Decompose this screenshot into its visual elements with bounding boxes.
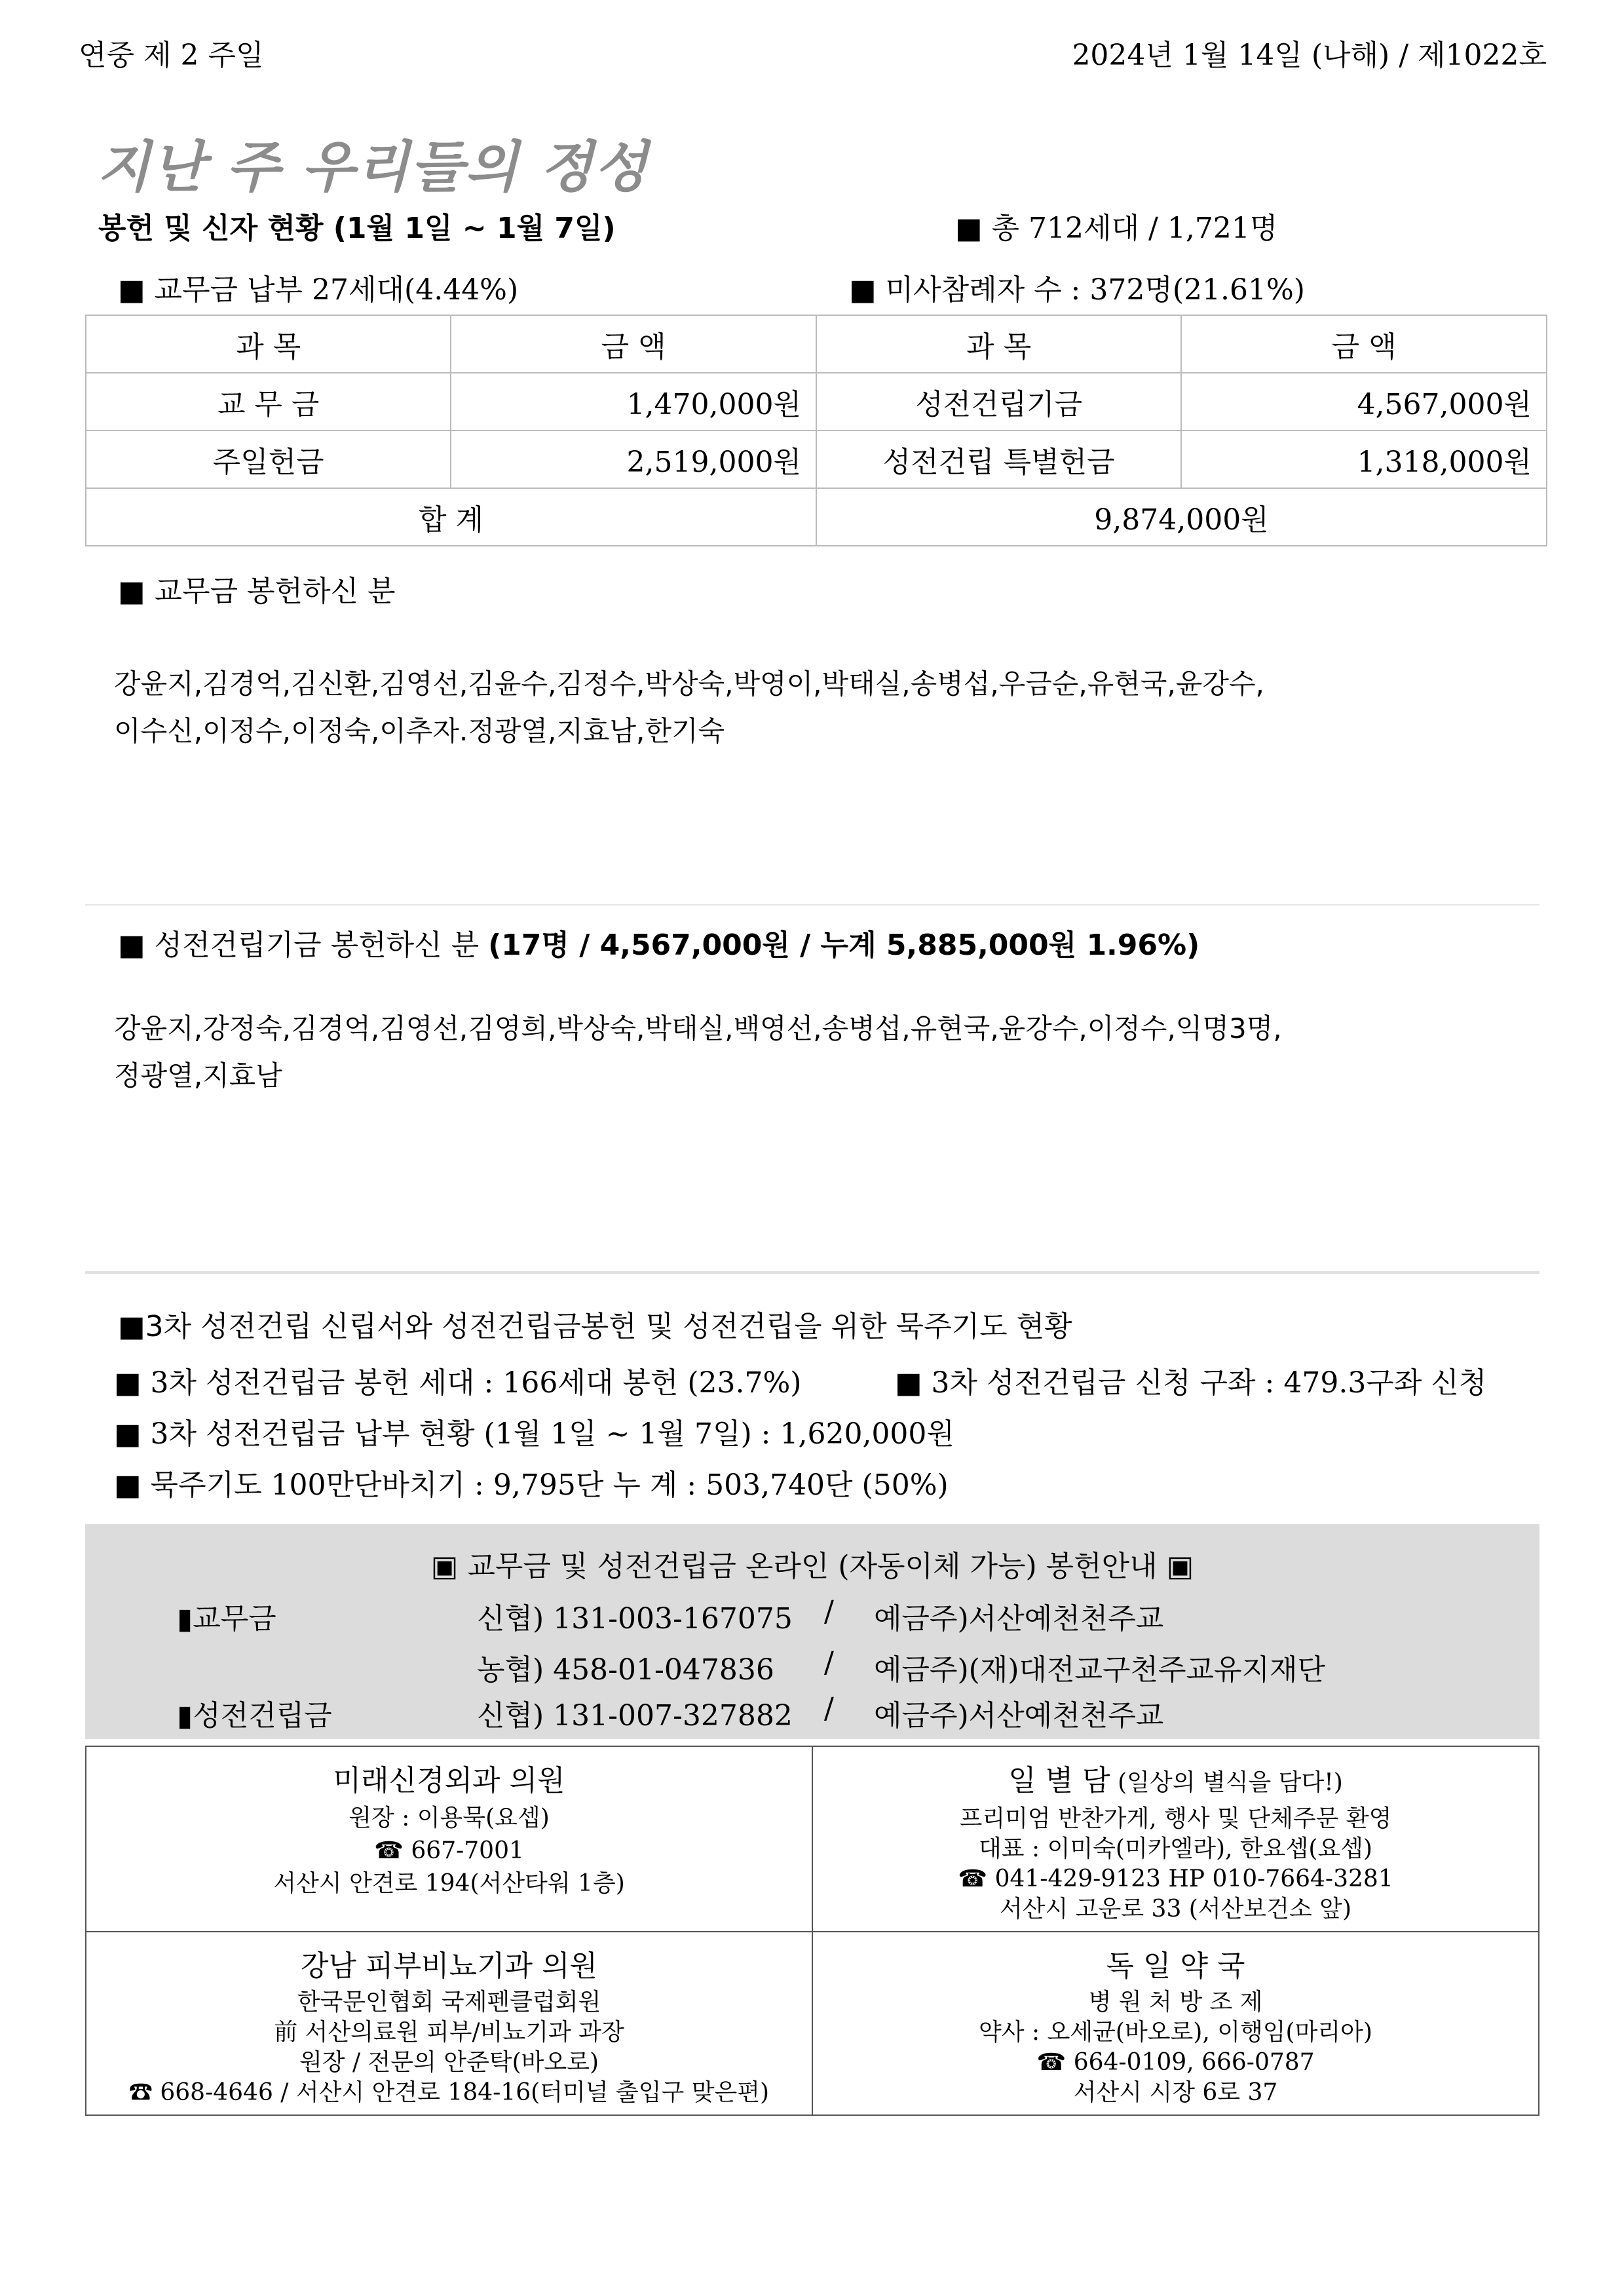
bank-separator: / bbox=[824, 1692, 834, 1725]
ad-line: 프리미엄 반찬가게, 행사 및 단체주문 환영 bbox=[959, 1805, 1392, 1832]
ad-line: 원장 : 이용묵(요셉) bbox=[349, 1805, 550, 1831]
page-title: 지난 주 우리들의 정성 bbox=[97, 135, 649, 199]
offering-heading: 봉헌 및 신자 현황 (1월 1일 ~ 1월 7일) bbox=[98, 212, 616, 245]
subject-cell: 성전건립기금 bbox=[816, 373, 1181, 430]
donor-line: 강윤지,강정숙,김경억,김영선,김영희,박상숙,박태실,백영선,송병섭,유현국,윤강수,이정수,익명3명, bbox=[114, 1012, 1282, 1044]
bank-info-box bbox=[85, 1524, 1539, 1739]
campaign-shares: ■ 3차 성전건립금 신청 구좌 : 479.3구좌 신청 bbox=[895, 1366, 1487, 1400]
ad-name: 독 일 약 국 bbox=[1106, 1949, 1245, 1983]
tithe-donor-list bbox=[114, 660, 1555, 755]
bank-holder: 예금주)서산예천천주교 bbox=[874, 1602, 1164, 1636]
tithe-paid-stat: ■ 교무금 납부 27세대(4.44%) bbox=[118, 273, 519, 307]
table-total-row bbox=[86, 488, 1547, 546]
bank-separator: / bbox=[824, 1595, 834, 1628]
ad-line: 원장 / 전문의 안준탁(바오로) bbox=[299, 2049, 599, 2076]
col-amount-right: 금 액 bbox=[1181, 315, 1547, 373]
bank-account: 농협) 458-01-047836 bbox=[477, 1653, 774, 1687]
ad-line: 약사 : 오세균(바오로), 이행임(마리아) bbox=[979, 2019, 1372, 2046]
campaign-rosary: ■ 묵주기도 100만단바치기 : 9,795단 누 계 : 503,740단 (50%) bbox=[114, 1468, 949, 1502]
col-subject-left: 과 목 bbox=[86, 315, 451, 373]
bank-label-tithe: ▮교무금 bbox=[177, 1602, 276, 1636]
bank-holder: 예금주)서산예천천주교 bbox=[874, 1699, 1164, 1732]
building-donors-title: ■ 성전건립기금 봉헌하신 분 bbox=[118, 928, 489, 962]
ad-address: 서산시 고운로 33 (서산보건소 앞) bbox=[1000, 1896, 1351, 1923]
ad-contact: ☎ 668-4646 / 서산시 안견로 184-16(터미널 출입구 맞은편) bbox=[128, 2079, 770, 2106]
issue-season: 연중 제 2 주일 bbox=[79, 39, 264, 72]
ad-name-row bbox=[820, 1760, 1532, 1804]
col-subject-right: 과 목 bbox=[816, 315, 1181, 373]
donor-line: 강윤지,김경억,김신환,김영선,김윤수,김정수,박상숙,박영이,박태실,송병섭,우금순,유현국,윤강수, bbox=[114, 668, 1264, 700]
building-donor-list bbox=[114, 1005, 1555, 1100]
amount-cell: 4,567,000원 bbox=[1181, 373, 1547, 430]
ad-phone: ☎ 667-7001 bbox=[374, 1837, 524, 1864]
building-donors-summary: (17명 / 4,567,000원 / 누계 5,885,000원 1.96%) bbox=[488, 928, 1200, 962]
bank-label-building: ▮성전건립금 bbox=[177, 1699, 332, 1732]
campaign-households: ■ 3차 성전건립금 봉헌 세대 : 166세대 봉헌 (23.7%) bbox=[114, 1366, 802, 1400]
ad-tagline: (일상의 별식을 담다!) bbox=[1110, 1769, 1343, 1796]
section-divider bbox=[85, 1271, 1539, 1274]
ad-side-dish-shop bbox=[812, 1746, 1539, 1932]
table-header-row bbox=[86, 315, 1547, 373]
ad-line: 대표 : 이미숙(미카엘라), 한요셉(요셉) bbox=[979, 1835, 1372, 1862]
ad-clinic-derma bbox=[86, 1932, 812, 2115]
tithe-donors-heading: ■ 교무금 봉헌하신 분 bbox=[118, 575, 396, 608]
amount-cell: 2,519,000원 bbox=[451, 430, 816, 488]
bank-account: 신협) 131-003-167075 bbox=[477, 1602, 793, 1636]
ad-clinic-neuro bbox=[86, 1746, 812, 1932]
subject-cell: 교 무 금 bbox=[86, 373, 451, 430]
table-row bbox=[86, 373, 1547, 430]
ad-line: 한국문인협회 국제펜클럽회원 bbox=[297, 1989, 601, 2016]
bank-account: 신협) 131-007-327882 bbox=[477, 1699, 793, 1732]
offering-table bbox=[85, 315, 1547, 546]
ad-line: 병 원 처 방 조 제 bbox=[1088, 1989, 1263, 2016]
subject-cell: 성전건립 특별헌금 bbox=[816, 430, 1181, 488]
ad-phone: ☎ 664-0109, 666-0787 bbox=[1036, 2049, 1315, 2076]
ad-name: 강남 피부비뇨기과 의원 bbox=[300, 1949, 597, 1983]
issue-date: 2024년 1월 14일 (나해) / 제1022호 bbox=[1072, 39, 1547, 72]
ad-name: 일 별 담 bbox=[1008, 1764, 1110, 1797]
building-donors-heading bbox=[118, 921, 1199, 963]
total-value: 9,874,000원 bbox=[816, 488, 1547, 546]
bank-holder: 예금주)(재)대전교구천주교유지재단 bbox=[874, 1653, 1326, 1687]
campaign-heading: ■3차 성전건립 신립서와 성전건립금봉헌 및 성전건립을 위한 묵주기도 현황 bbox=[118, 1310, 1072, 1343]
mass-attendance-stat: ■ 미사참례자 수 : 372명(21.61%) bbox=[849, 273, 1305, 307]
table-row bbox=[86, 430, 1547, 488]
total-label: 합 계 bbox=[86, 488, 816, 546]
total-households: ■ 총 712세대 / 1,721명 bbox=[955, 212, 1278, 245]
ads-table bbox=[85, 1746, 1539, 2116]
amount-cell: 1,318,000원 bbox=[1181, 430, 1547, 488]
amount-cell: 1,470,000원 bbox=[451, 373, 816, 430]
bank-separator: / bbox=[824, 1646, 834, 1679]
subject-cell: 주일헌금 bbox=[86, 430, 451, 488]
section-divider bbox=[85, 904, 1539, 906]
ad-address: 서산시 시장 6로 37 bbox=[1073, 2079, 1278, 2106]
donor-line: 정광열,지효남 bbox=[114, 1060, 282, 1092]
ad-line: 前 서산의료원 피부/비뇨기과 과장 bbox=[274, 2019, 624, 2046]
campaign-payments: ■ 3차 성전건립금 납부 현황 (1월 1일 ~ 1월 7일) : 1,620,000원 bbox=[114, 1417, 954, 1451]
ad-phone: ☎ 041-429-9123 HP 010-7664-3281 bbox=[958, 1866, 1393, 1892]
bank-heading: ▣ 교무금 및 성전건립금 온라인 (자동이체 가능) 봉헌안내 ▣ bbox=[430, 1550, 1194, 1583]
ad-pharmacy bbox=[812, 1932, 1539, 2115]
ad-address: 서산시 안견로 194(서산타워 1층) bbox=[273, 1870, 625, 1897]
donor-line: 이수신,이정수,이정숙,이추자.정광열,지효남,한기숙 bbox=[114, 715, 725, 747]
ad-name: 미래신경외과 의원 bbox=[333, 1764, 565, 1797]
col-amount-left: 금 액 bbox=[451, 315, 816, 373]
